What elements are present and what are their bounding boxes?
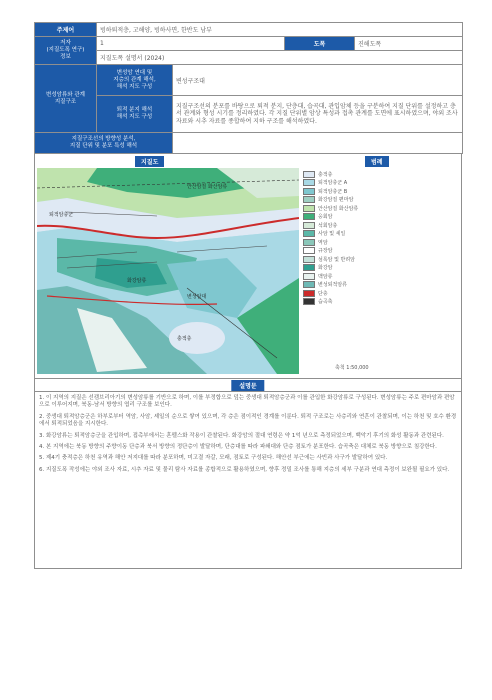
legend-title: 범례: [365, 156, 389, 167]
description-paragraph: 1. 이 지역의 지질은 선캠브리아기의 변성암류를 기반으로 하며, 이를 부정합으로 덮는 중생대 퇴적암층군과 이를 관입한 화강암류로 구성된다. 변성암류는 주로 편마암과 편암으로 이루어지며, 북동-남서 방향의 엽리 구조를 보인다.: [39, 395, 455, 409]
legend-label: 맥암류: [318, 273, 333, 280]
legend-label: 단층: [318, 290, 328, 297]
description-paragraph: 2. 중생대 퇴적암층군은 하부로부터 역암, 사암, 셰일의 순으로 쌓여 있으며, 각 층은 점이적인 경계를 이룬다. 퇴적 구조로는 사층리와 연흔이 관찰되며, 이는 하천 및 호수 환경에서 퇴적되었음을 지시한다.: [39, 413, 457, 428]
structure-label: 변성암류와 관계 지질구조: [35, 65, 97, 133]
legend-swatch: [303, 256, 315, 263]
legend-swatch: [303, 179, 315, 186]
structure-value3: [173, 133, 463, 154]
legend-label: 습곡축: [318, 299, 333, 306]
legend-swatch: [303, 281, 315, 288]
legend-label: 화강암: [318, 265, 333, 272]
source-value: 지질도폭 설명서 (2024): [97, 51, 463, 65]
legend-label: 충적층: [318, 171, 333, 178]
legend-swatch: [303, 264, 315, 271]
legend-item: [303, 264, 459, 273]
author-value: 1: [97, 37, 285, 51]
legend-item: [303, 230, 459, 239]
structure-sub1: 변성암 연대 및 지층의 관계 해석, 해석 지도 구성: [97, 65, 173, 96]
row-keywords: [35, 23, 463, 37]
structure-value2: 지질구조선의 분포를 바탕으로 퇴적 분지, 단층대, 습곡대, 관입암체 등을 구분하여 지질 단위를 설정하고 층서 관계와 형성 시기를 정리하였다. 각 지질 단위별 암상 특성과 접촉 관계를 도면에 표시하였으며, 야외 조사 자료와 시추 자료를 종합하여 지하 구조를 해석하였다.: [173, 96, 463, 133]
description-paragraph: 4. 본 지역에는 북동 방향의 주향이동 단층과 북서 방향의 정단층이 발달하며, 단층대를 따라 파쇄대와 단층 점토가 분포한다. 습곡축은 대체로 북동 방향으로 침강한다.: [39, 444, 437, 451]
legend-swatch: [303, 298, 315, 305]
legend-label: 역암: [318, 239, 328, 246]
legend-item: [303, 281, 459, 290]
legend-label: 석회암층: [318, 222, 338, 229]
map-label-2: 화강암류: [127, 278, 147, 284]
map-label-5: 안산암질 화산암류: [187, 184, 228, 190]
document-sheet: [34, 22, 462, 569]
legend-swatch: [303, 290, 315, 297]
legend-item: [303, 196, 459, 205]
legend-label: 사암 및 셰일: [318, 231, 346, 238]
legend-swatch: [303, 213, 315, 220]
row-structure-1: [35, 65, 463, 96]
structure-sub2: 퇴적 분지 해석 해석 지도 구성: [97, 96, 173, 133]
map-label-3: 변성암대: [187, 294, 207, 300]
description-paragraph: 5. 제4기 충적층은 하천 유역과 해안 저지대를 따라 분포하며, 미고결 자갈, 모래, 점토로 구성된다. 해안선 부근에는 사빈과 사구가 발달하여 있다.: [39, 455, 388, 462]
sheet-value: 진해도폭: [355, 37, 463, 51]
map-scale: 축척 1:50,000: [335, 365, 369, 371]
legend-swatch: [303, 196, 315, 203]
legend-label: 화강암질 편마암: [318, 197, 354, 204]
legend-item: [303, 179, 459, 188]
structure-value1: 변성구조대: [173, 65, 463, 96]
legend-swatch: [303, 222, 315, 229]
legend-label: 안산암질 화산암류: [318, 205, 359, 212]
row-structure-2: [35, 96, 463, 133]
legend-label: 퇴적암층군 A: [318, 180, 348, 187]
legend-swatch: [303, 273, 315, 280]
sheet-label: 도폭: [285, 37, 355, 51]
legend-label: 변성퇴적암류: [318, 282, 347, 289]
legend-label: 퇴적암층군 B: [318, 188, 348, 195]
legend-label: 규장암: [318, 248, 333, 255]
legend-swatch: [303, 188, 315, 195]
legend-label: 응회암: [318, 214, 333, 221]
legend-item: [303, 298, 459, 307]
legend-item: [303, 204, 459, 213]
legend-swatch: [303, 171, 315, 178]
description-body: [34, 392, 462, 569]
structure-sub3: 지질구조선의 방향성 분석, 지질 단위 및 분포 특성 해석: [35, 133, 173, 154]
geologic-map-figure: [34, 154, 462, 379]
row-author: [35, 37, 463, 51]
info-table: [34, 22, 463, 154]
map-label-1: 퇴적암층군: [49, 212, 74, 218]
map-legend: [303, 170, 459, 306]
legend-item: [303, 213, 459, 222]
legend-swatch: [303, 247, 315, 254]
author-label: 저자 (지질도폭 연구) 정보: [35, 37, 97, 65]
description-paragraph: 3. 화강암류는 퇴적암층군을 관입하며, 접촉부에서는 혼펠스화 작용이 관찰된다. 화강암의 절대 연령은 약 1억 년으로 측정되었으며, 백악기 후기의 화성 활동과 관련된다.: [39, 432, 444, 439]
row-structure-3: [35, 133, 463, 154]
legend-item: [303, 187, 459, 196]
description-header: [34, 379, 462, 392]
legend-item: [303, 221, 459, 230]
description-paragraph: 6. 지질도폭 작성에는 야외 조사 자료, 시추 자료 및 물리 탐사 자료를 종합적으로 활용하였으며, 향후 정밀 조사를 통해 지층의 세부 구분과 연대 측정이 보완될 필요가 있다.: [39, 466, 450, 473]
row-source: [35, 51, 463, 65]
legend-item: [303, 170, 459, 179]
legend-swatch: [303, 205, 315, 212]
keywords-label: 주제어: [35, 23, 97, 37]
geologic-map: [37, 168, 299, 374]
legend-label: 섬록암 및 반려암: [318, 256, 355, 263]
legend-swatch: [303, 230, 315, 237]
description-title: 설명문: [231, 380, 264, 391]
map-title: 지질도: [135, 156, 164, 167]
map-label-4: 충적층: [177, 336, 192, 342]
legend-item: [303, 247, 459, 256]
legend-swatch: [303, 239, 315, 246]
legend-item: [303, 289, 459, 298]
legend-item: [303, 238, 459, 247]
keywords-value: 빙하퇴적층, 고해양, 빙하사면, 한반도 남부: [97, 23, 463, 37]
legend-item: [303, 272, 459, 281]
legend-item: [303, 255, 459, 264]
